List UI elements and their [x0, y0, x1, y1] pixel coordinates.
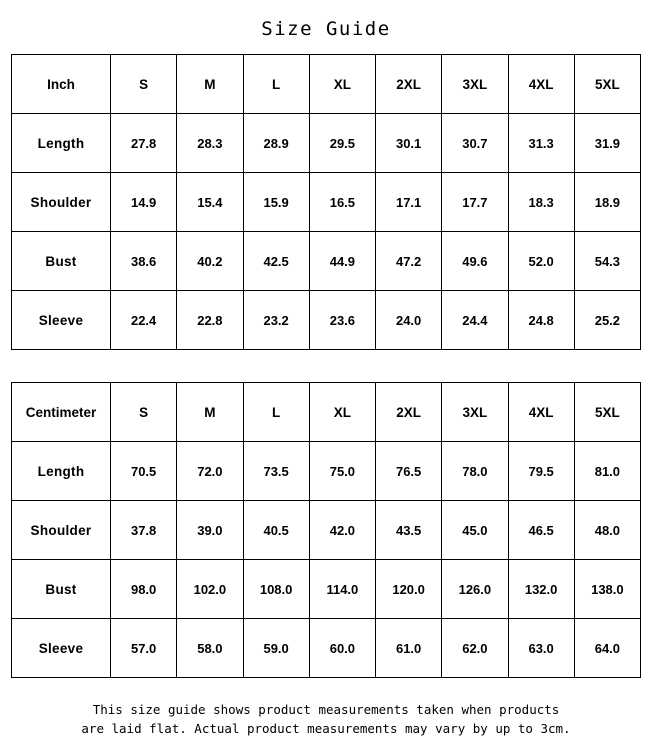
cell-bust-5xl: 138.0: [574, 560, 640, 619]
table-header-row: [12, 383, 641, 442]
cell-sleeve-xl: 60.0: [309, 619, 375, 678]
cell-sleeve-l: 23.2: [243, 291, 309, 350]
cell-shoulder-4xl: 46.5: [508, 501, 574, 560]
cell-shoulder-5xl: 18.9: [574, 173, 640, 232]
size-header-m: M: [177, 55, 243, 114]
cell-shoulder-m: 39.0: [177, 501, 243, 560]
cell-shoulder-l: 15.9: [243, 173, 309, 232]
measure-label-sleeve: Sleeve: [12, 619, 111, 678]
table-row: [12, 114, 641, 173]
table-row: [12, 232, 641, 291]
cell-bust-2xl: 47.2: [376, 232, 442, 291]
cell-length-xl: 75.0: [309, 442, 375, 501]
cell-length-l: 28.9: [243, 114, 309, 173]
size-header-m: M: [177, 383, 243, 442]
cell-sleeve-5xl: 25.2: [574, 291, 640, 350]
cell-length-2xl: 76.5: [376, 442, 442, 501]
cell-bust-3xl: 126.0: [442, 560, 508, 619]
size-header-4xl: 4XL: [508, 383, 574, 442]
cell-shoulder-2xl: 17.1: [376, 173, 442, 232]
cell-sleeve-m: 58.0: [177, 619, 243, 678]
footnote-line-2: are laid flat. Actual product measurements may vary by up to 3cm.: [81, 721, 571, 736]
cell-length-3xl: 78.0: [442, 442, 508, 501]
cell-bust-xl: 44.9: [309, 232, 375, 291]
cell-length-3xl: 30.7: [442, 114, 508, 173]
cell-shoulder-4xl: 18.3: [508, 173, 574, 232]
cell-shoulder-xl: 16.5: [309, 173, 375, 232]
cell-shoulder-xl: 42.0: [309, 501, 375, 560]
measure-label-bust: Bust: [12, 232, 111, 291]
cell-sleeve-5xl: 64.0: [574, 619, 640, 678]
cell-bust-5xl: 54.3: [574, 232, 640, 291]
cell-bust-2xl: 120.0: [376, 560, 442, 619]
size-header-3xl: 3XL: [442, 383, 508, 442]
table-header-row: [12, 55, 641, 114]
size-header-s: S: [111, 55, 177, 114]
cell-bust-4xl: 132.0: [508, 560, 574, 619]
size-header-3xl: 3XL: [442, 55, 508, 114]
measure-label-sleeve: Sleeve: [12, 291, 111, 350]
size-header-xl: XL: [309, 55, 375, 114]
size-header-l: L: [243, 55, 309, 114]
cell-bust-s: 38.6: [111, 232, 177, 291]
cell-sleeve-xl: 23.6: [309, 291, 375, 350]
cell-bust-xl: 114.0: [309, 560, 375, 619]
cell-length-5xl: 81.0: [574, 442, 640, 501]
measure-label-length: Length: [12, 442, 111, 501]
cell-bust-m: 102.0: [177, 560, 243, 619]
table-row: [12, 560, 641, 619]
cell-shoulder-s: 14.9: [111, 173, 177, 232]
cell-sleeve-4xl: 24.8: [508, 291, 574, 350]
cell-bust-s: 98.0: [111, 560, 177, 619]
cell-bust-l: 42.5: [243, 232, 309, 291]
cell-shoulder-m: 15.4: [177, 173, 243, 232]
inch-size-table: [11, 54, 641, 350]
measure-label-shoulder: Shoulder: [12, 173, 111, 232]
measure-label-length: Length: [12, 114, 111, 173]
unit-label-inch: Inch: [12, 55, 111, 114]
cell-sleeve-2xl: 61.0: [376, 619, 442, 678]
centimeter-size-table: [11, 382, 641, 678]
table-row: [12, 442, 641, 501]
cell-shoulder-s: 37.8: [111, 501, 177, 560]
measure-label-shoulder: Shoulder: [12, 501, 111, 560]
table-separator: [0, 350, 652, 382]
cell-sleeve-2xl: 24.0: [376, 291, 442, 350]
footnote: [20, 678, 632, 738]
cell-sleeve-3xl: 62.0: [442, 619, 508, 678]
measure-label-bust: Bust: [12, 560, 111, 619]
size-header-s: S: [111, 383, 177, 442]
cell-sleeve-m: 22.8: [177, 291, 243, 350]
cell-sleeve-s: 22.4: [111, 291, 177, 350]
unit-label-centimeter: Centimeter: [12, 383, 111, 442]
cell-shoulder-2xl: 43.5: [376, 501, 442, 560]
cell-length-xl: 29.5: [309, 114, 375, 173]
table-row: [12, 501, 641, 560]
cell-length-s: 70.5: [111, 442, 177, 501]
cell-length-m: 72.0: [177, 442, 243, 501]
size-header-5xl: 5XL: [574, 55, 640, 114]
cell-shoulder-3xl: 45.0: [442, 501, 508, 560]
cell-length-m: 28.3: [177, 114, 243, 173]
size-header-l: L: [243, 383, 309, 442]
size-header-2xl: 2XL: [376, 55, 442, 114]
size-header-2xl: 2XL: [376, 383, 442, 442]
cell-sleeve-l: 59.0: [243, 619, 309, 678]
cell-bust-l: 108.0: [243, 560, 309, 619]
cell-bust-m: 40.2: [177, 232, 243, 291]
cell-length-s: 27.8: [111, 114, 177, 173]
size-header-5xl: 5XL: [574, 383, 640, 442]
cell-length-4xl: 79.5: [508, 442, 574, 501]
table-row: [12, 619, 641, 678]
cell-shoulder-3xl: 17.7: [442, 173, 508, 232]
cell-shoulder-5xl: 48.0: [574, 501, 640, 560]
cell-sleeve-3xl: 24.4: [442, 291, 508, 350]
cell-length-2xl: 30.1: [376, 114, 442, 173]
cell-bust-3xl: 49.6: [442, 232, 508, 291]
size-header-4xl: 4XL: [508, 55, 574, 114]
page-title: Size Guide: [261, 18, 391, 40]
cell-length-l: 73.5: [243, 442, 309, 501]
footnote-line-1: This size guide shows product measurements taken when products: [92, 702, 560, 717]
cell-sleeve-s: 57.0: [111, 619, 177, 678]
cell-bust-4xl: 52.0: [508, 232, 574, 291]
size-header-xl: XL: [309, 383, 375, 442]
table-row: [12, 291, 641, 350]
cell-length-4xl: 31.3: [508, 114, 574, 173]
table-row: [12, 173, 641, 232]
cell-sleeve-4xl: 63.0: [508, 619, 574, 678]
cell-length-5xl: 31.9: [574, 114, 640, 173]
cell-shoulder-l: 40.5: [243, 501, 309, 560]
